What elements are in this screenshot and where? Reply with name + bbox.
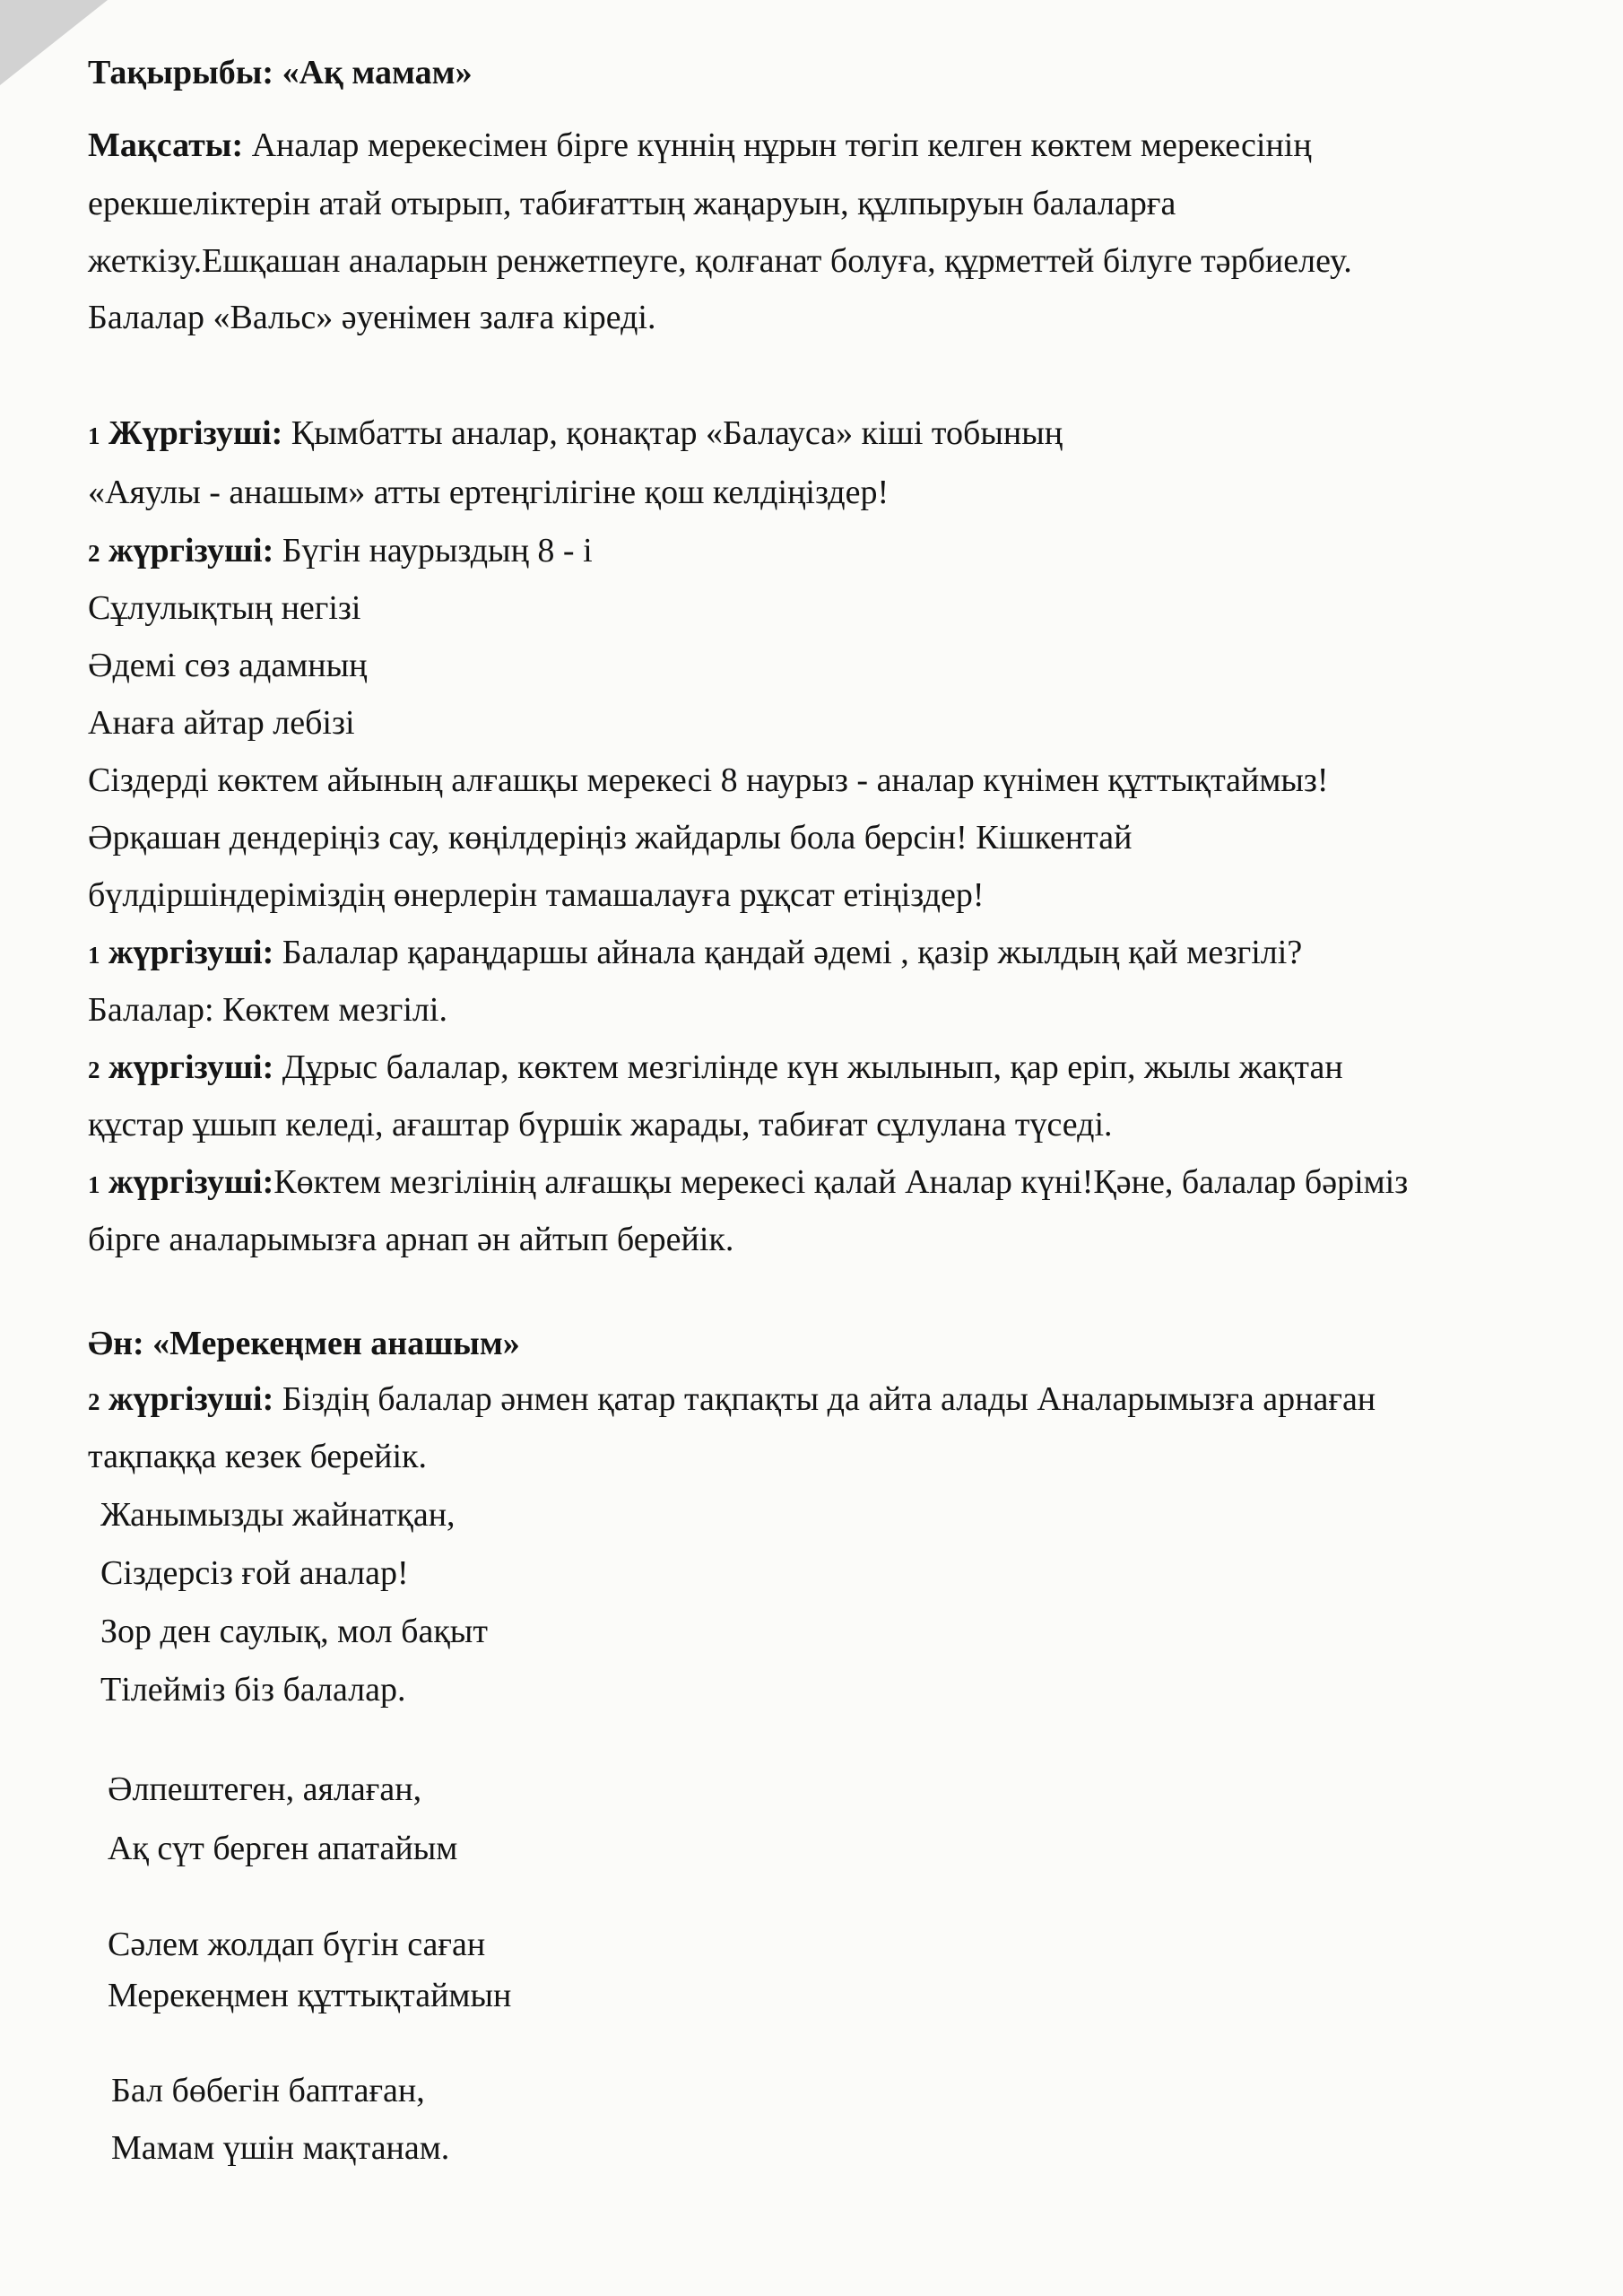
speaker-label: жүргізуші: [108, 532, 274, 570]
goal-line-2: ерекшеліктерін атай отырып, табиғаттың жаңаруын, құлпыруын балаларға [88, 185, 1176, 222]
speaker-label: жүргізуші: [108, 934, 274, 971]
children-reply: Балалар: Көктем мезгілі. [88, 991, 447, 1029]
speaker-label: жүргізуші: [108, 1048, 274, 1086]
goal-line-3: жеткізу.Ешқашан аналарын ренжетпеуге, қолғанат болуға, құрметтей білуге тәрбиелеу. [88, 242, 1352, 280]
song-title: «Мерекеңмен анашым» [152, 1325, 520, 1362]
song-label: Ән: [88, 1325, 144, 1362]
goal-line-1 [88, 125, 1558, 166]
poem-line: Мерекеңмен құттықтаймын [108, 1977, 512, 2014]
goal-text-1: Аналар мерекесімен бірге күннің нұрын төгіп келген көктем мерекесінің [251, 126, 1312, 164]
speaker-3-line [88, 932, 1558, 976]
topic-label: Тақырыбы: [88, 54, 274, 91]
poem-line: Зор ден саулық, мол бақыт [100, 1613, 488, 1650]
speaker-number: 2 [88, 1388, 100, 1415]
speaker-text: Балалар қараңдаршы айнала қандай әдемі , қазір жылдың қай мезгілі? [282, 934, 1303, 971]
poem-line: Ақ сүт берген апатайым [108, 1830, 458, 1867]
speaker-5-line-2: бірге аналарымызға арнап ән айтып берейік. [88, 1221, 734, 1258]
speaker-number: 1 [88, 1171, 100, 1198]
poem-line: Сәлем жолдап бүгін саған [108, 1926, 486, 1963]
song-line [88, 1323, 1558, 1364]
speaker-6-line [88, 1378, 1558, 1422]
poem-line: Бал бөбегін баптаған, [111, 2072, 425, 2109]
poem-line: Жанымызды жайнатқан, [100, 1496, 456, 1534]
speaker-number: 1 [88, 942, 100, 969]
speaker-number: 2 [88, 540, 100, 567]
speaker-text: Көктем мезгілінің алғашқы мерекесі қалай Аналар күні!Қәне, балалар бәріміз [273, 1163, 1409, 1201]
speaker-text: Бүгін наурыздың 8 - і [282, 532, 593, 570]
speaker-label: Жүргізуші: [108, 414, 283, 452]
speaker-4-line [88, 1047, 1558, 1091]
speaker-text: Дұрыс балалар, көктем мезгілінде күн жылынып, қар еріп, жылы жақтан [282, 1048, 1343, 1086]
verse-line: Сұлулықтың негізі [88, 589, 361, 627]
speaker-1-line-2: «Аяулы - анашым» атты ертеңгілігіне қош келдіңіздер! [88, 474, 890, 511]
goal-line-4: Балалар «Вальс» әуенімен залға кіреді. [88, 299, 656, 336]
speaker-text: Біздің балалар әнмен қатар тақпақты да айта алады Аналарымызға арнаған [282, 1380, 1376, 1418]
poem-line: Тілейміз біз балалар. [100, 1671, 406, 1709]
speaker-1-line [88, 413, 1558, 457]
speaker-number: 2 [88, 1057, 100, 1083]
verse-line: Әдемі сөз адамның [88, 647, 368, 684]
poem-line: Мамам үшін мақтанам. [111, 2129, 450, 2167]
greeting-line: бүлдіршіндеріміздің өнерлерін тамашалауға рұқсат етіңіздер! [88, 876, 985, 914]
speaker-5-line [88, 1161, 1558, 1205]
speaker-2-line [88, 530, 1558, 574]
speaker-6-line-2: тақпаққа кезек берейік. [88, 1438, 427, 1475]
poem-line: Сіздерсіз ғой аналар! [100, 1554, 409, 1592]
speaker-4-line-2: құстар ұшып келеді, ағаштар бүршік жарады, табиғат сұлулана түседі. [88, 1106, 1113, 1144]
speaker-text: Қымбатты аналар, қонақтар «Балауса» кіші тобының [291, 414, 1063, 452]
greeting-line: Әрқашан дендеріңіз сау, көңілдеріңіз жайдарлы бола берсін! Кішкентай [88, 819, 1133, 857]
speaker-number: 1 [88, 422, 100, 449]
topic-line [88, 52, 1558, 93]
speaker-label: жүргізуші: [108, 1380, 274, 1418]
speaker-label: жүргізуші: [108, 1163, 274, 1201]
greeting-line: Сіздерді көктем айының алғашқы мерекесі 8 наурыз - аналар күнімен құттықтаймыз! [88, 761, 1329, 799]
goal-label: Мақсаты: [88, 126, 244, 164]
verse-line: Анаға айтар лебізі [88, 704, 355, 742]
topic-title: «Ақ мамам» [282, 54, 473, 91]
poem-line: Әлпештеген, аялаған, [108, 1770, 422, 1808]
